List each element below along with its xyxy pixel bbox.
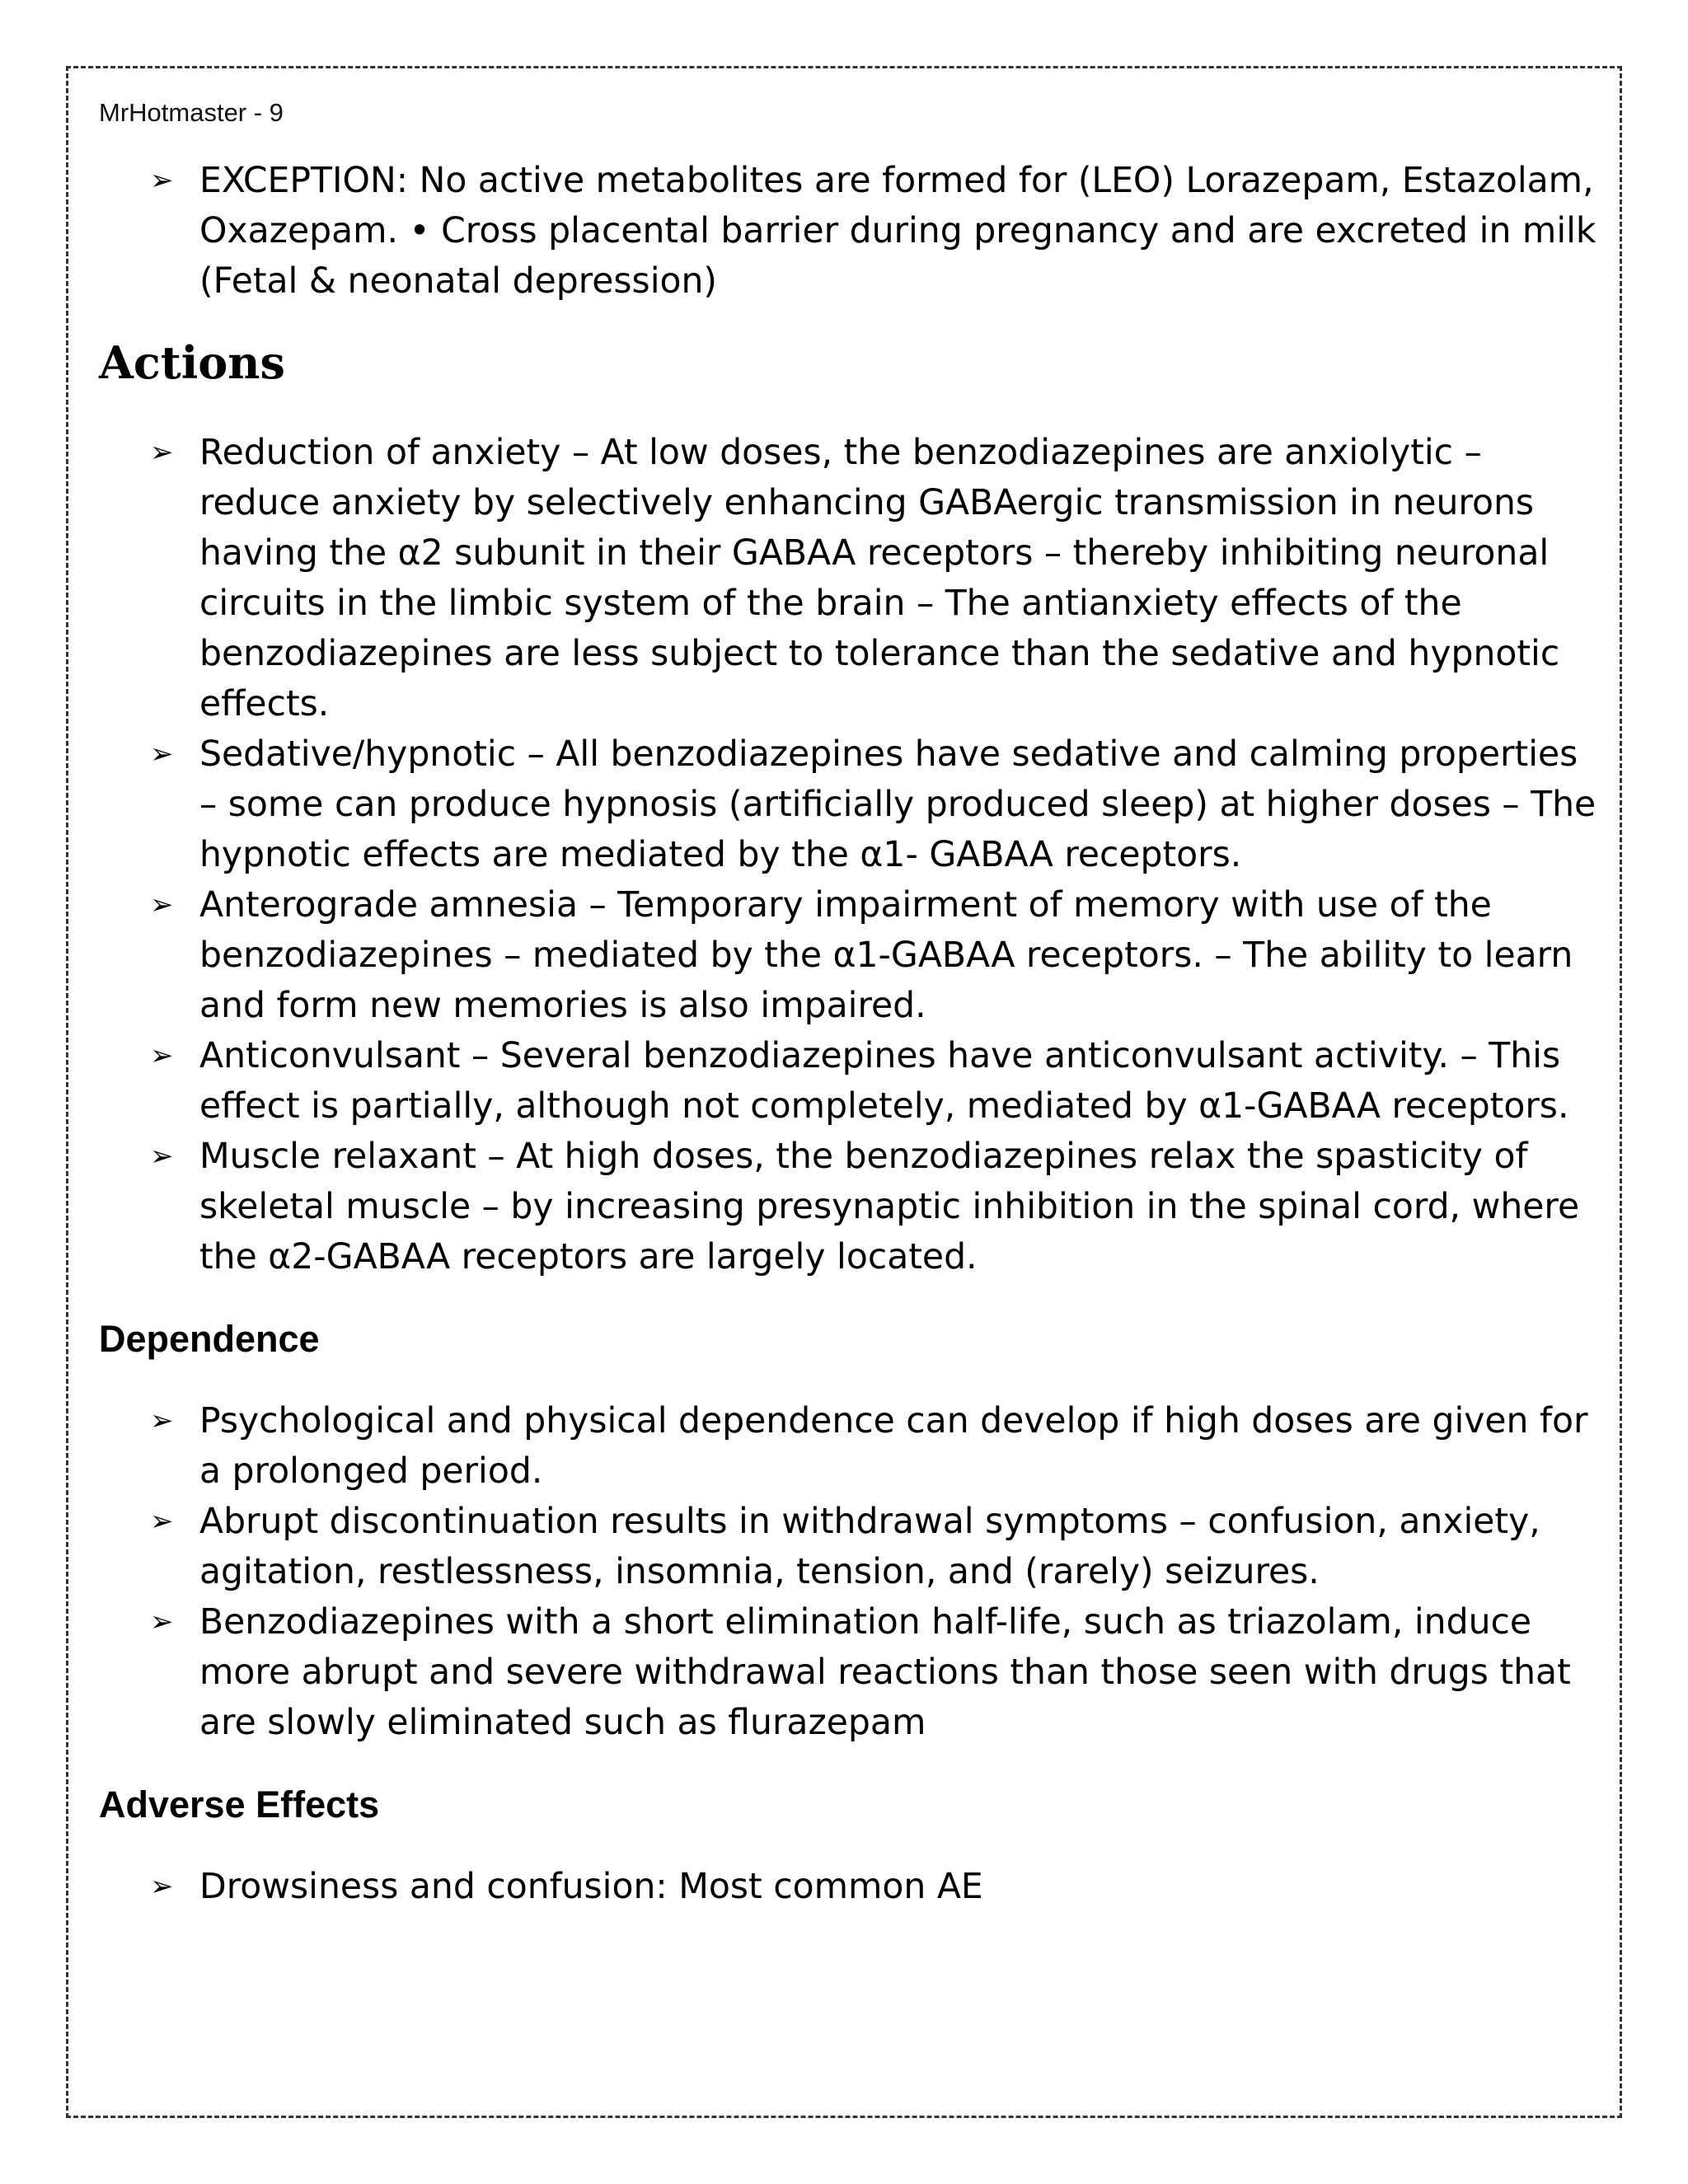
arrow-bullet-icon: ➢	[150, 1504, 174, 1538]
adverse-effects-list	[99, 1862, 1599, 1912]
arrow-bullet-icon: ➢	[150, 1139, 174, 1173]
list-item-text: Abrupt discontinuation results in withdrawal symptoms – confusion, anxiety, agitation, restlessness, insomnia, tension, and (rarely) seizures.	[199, 1501, 1540, 1592]
arrow-bullet-icon: ➢	[150, 1869, 174, 1903]
list-item-text: Psychological and physical dependence can develop if high doses are given for a prolonged period.	[199, 1400, 1588, 1492]
list-item-text: Muscle relaxant – At high doses, the benzodiazepines relax the spasticity of skeletal muscle – by increasing presynaptic inhibition in the spinal cord, where the α2-GABAA receptors are largely located.	[199, 1136, 1580, 1277]
list-item-text: Benzodiazepines with a short elimination half-life, such as triazolam, induce more abrupt and severe withdrawal reactions than those seen with drugs that are slowly eliminated such as flurazepam	[199, 1601, 1571, 1743]
list-item-text: Reduction of anxiety – At low doses, the benzodiazepines are anxiolytic – reduce anxiety by selectively enhancing GABAergic transmission in neurons having the α2 subunit in their GABAA receptors – thereby inhibiting neuronal circuits in the limbic system of the brain – The antianxiety effects of the benzodiazepines are less subject to tolerance than the sedative and hypnotic effects.	[199, 432, 1560, 724]
section-heading-adverse-effects: Adverse Effects	[99, 1783, 380, 1825]
list-item	[99, 1031, 1599, 1132]
list-item	[99, 880, 1599, 1031]
intro-list	[99, 156, 1599, 307]
section-heading-dependence: Dependence	[99, 1317, 320, 1360]
arrow-bullet-icon: ➢	[150, 164, 174, 198]
document-body	[99, 97, 1599, 1912]
list-item	[99, 1396, 1599, 1497]
section-heading-actions: Actions	[99, 336, 285, 390]
list-item-text: EXCEPTION: No active metabolites are formed for (LEO) Lorazepam, Estazolam, Oxazepam. • Cross placental barrier during pregnancy and are excreted in milk (Fetal & neonatal depression)	[199, 161, 1597, 302]
list-item	[99, 428, 1599, 729]
actions-list	[99, 428, 1599, 1282]
list-item	[99, 1597, 1599, 1748]
list-item-text: Anterograde amnesia – Temporary impairment of memory with use of the benzodiazepines – mediated by the α1-GABAA receptors. – The ability to learn and form new memories is also impaired.	[199, 884, 1573, 1026]
list-item-text: Sedative/hypnotic – All benzodiazepines have sedative and calming properties – some can produce hypnosis (artificially produced sleep) at higher doses – The hypnotic effects are mediated by the α1- GABAA receptors.	[199, 733, 1597, 875]
dependence-list	[99, 1396, 1599, 1748]
page-header-label: MrHotmaster - 9	[99, 98, 284, 127]
arrow-bullet-icon: ➢	[150, 888, 174, 921]
list-item-text: Drowsiness and confusion: Most common AE	[199, 1866, 983, 1907]
list-item	[99, 729, 1599, 880]
arrow-bullet-icon: ➢	[150, 435, 174, 469]
list-item	[99, 1132, 1599, 1282]
arrow-bullet-icon: ➢	[150, 1404, 174, 1437]
list-item-text: Anticonvulsant – Several benzodiazepines have anticonvulsant activity. – This effect is partially, although not completely, mediated by α1-GABAA receptors.	[199, 1035, 1569, 1127]
arrow-bullet-icon: ➢	[150, 1038, 174, 1072]
list-item	[99, 1862, 1599, 1912]
arrow-bullet-icon: ➢	[150, 1605, 174, 1638]
arrow-bullet-icon: ➢	[150, 737, 174, 771]
list-item	[99, 1497, 1599, 1597]
list-item	[99, 156, 1599, 307]
